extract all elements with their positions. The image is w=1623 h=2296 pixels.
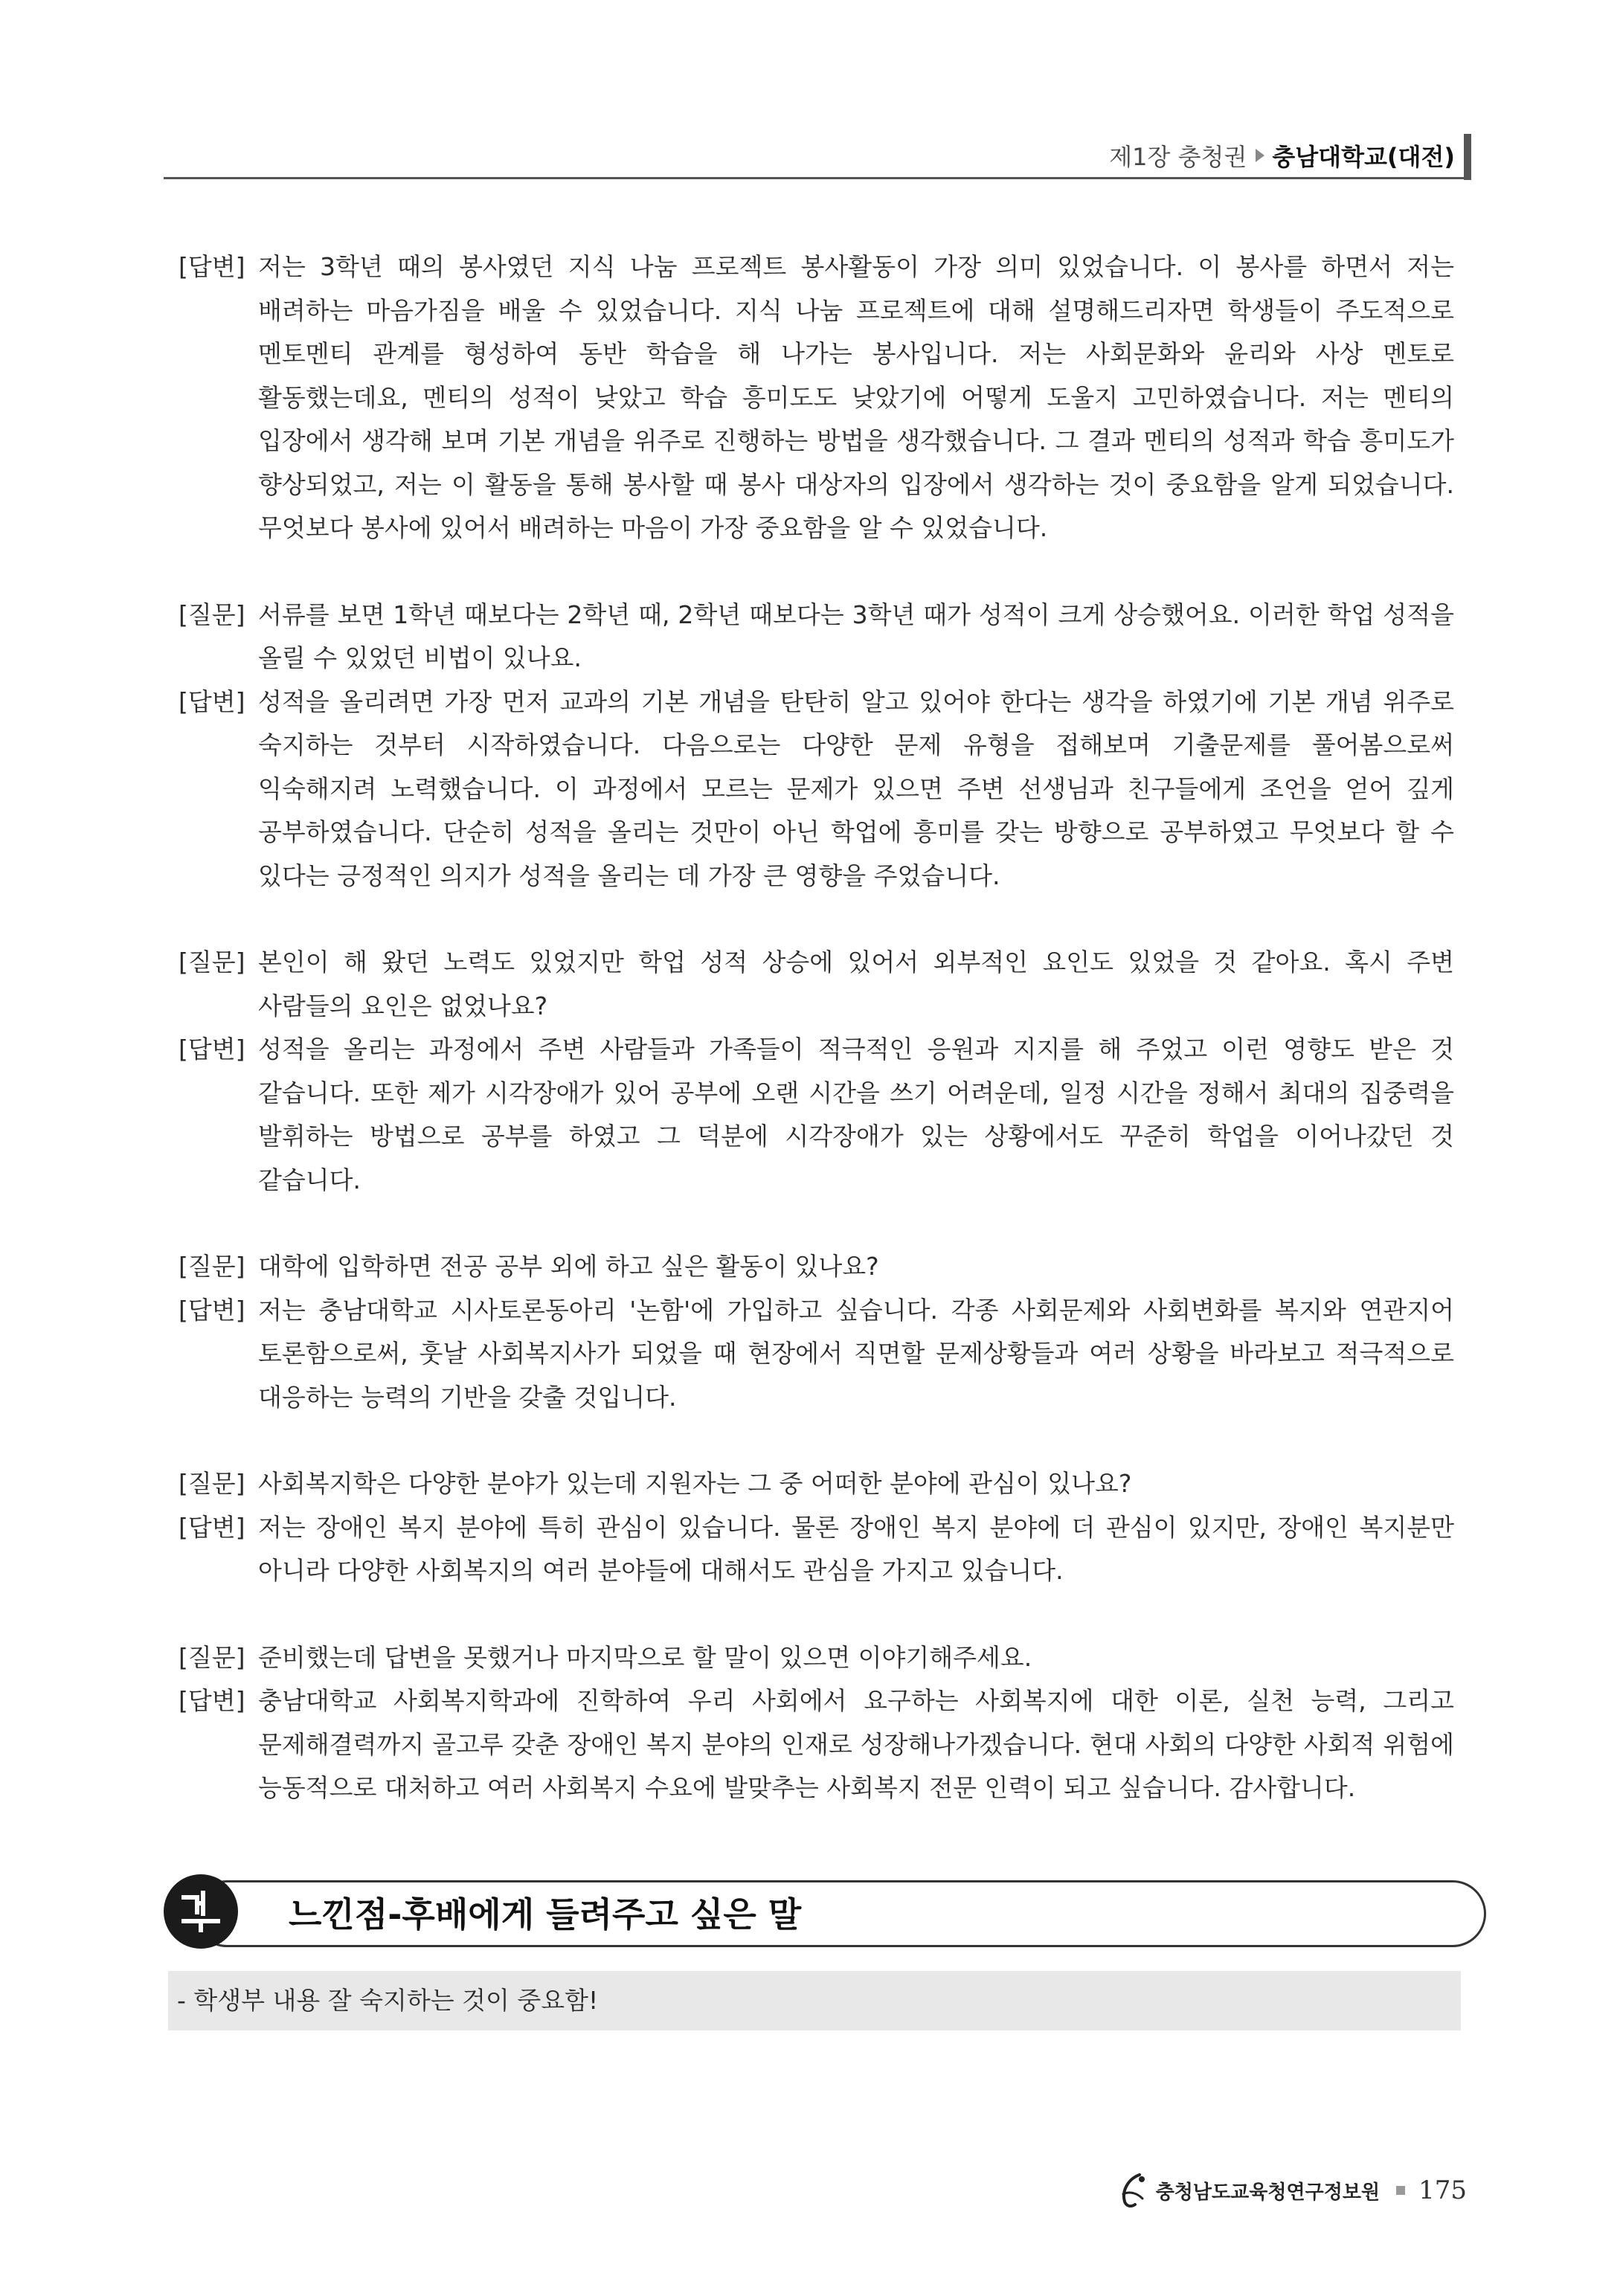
qa-text: 저는 충남대학교 시사토론동아리 '논함'에 가입하고 싶습니다. 각종 사회문제와 사회변화를 복지와 연관지어 토론함으로써, 훗날 사회복지사가 되었을 때 현장에서 직면할 문제상황들과 여러 상황을 바라보고 적극적으로 대응하는 능력의 기반을 갖출 것입니다. [258,1295,1454,1412]
header-breadcrumb [1109,138,1455,173]
interview-qa [179,245,1454,1810]
qa-label: [답변] [179,1686,245,1715]
qa-label: [답변] [179,1295,245,1325]
qa-text: 충남대학교 사회복지학과에 진학하여 우리 사회에서 요구하는 사회복지에 대한 이론, 실천 능력, 그리고 문제해결력까지 골고루 갖춘 장애인 복지 분야의 인재로 성장해나가겠습니다. 현대 사회의 다양한 사회적 위험에 능동적으로 대처하고 여러 사회복지 수요에 발맞추는 사회복지 전문 인력이 되고 싶습니다. 감사합니다. [258,1686,1454,1802]
qa-label: [답변] [179,1512,245,1542]
breadcrumb-arrow-icon [1256,149,1264,162]
qa-label: [질문] [179,599,245,629]
qa-question [179,1245,1454,1289]
paragraph-gap [179,550,1454,594]
qa-label: [질문] [179,948,245,977]
qa-text: 준비했는데 답변을 못했거나 마지막으로 할 말이 있으면 이야기해주세요. [258,1642,1032,1672]
qa-text: 성적을 올리려면 가장 먼저 교과의 기본 개념을 탄탄히 알고 있어야 한다는 생각을 하였기에 기본 개념 위주로 숙지하는 것부터 시작하였습니다. 다음으로는 다양한 문제 유형을 접해보며 기출문제를 풀어봄으로써 익숙해지려 노력했습니다. 이 과정에서 모르는 문제가 있으면 주변 선생님과 친구들에게 조언을 얻어 깊게 공부하였습니다. 단순히 성적을 올리는 것만이 아닌 학업에 흥미를 갖는 방향으로 공부하였고 무엇보다 할 수 있다는 긍정적인 의지가 성적을 올리는 데 가장 큰 영향을 주었습니다. [258,686,1454,890]
qa-label: [답변] [179,1035,245,1064]
section-banner [164,1873,1461,1947]
section-title: 느낀점-후배에게 들려주고 싶은 말 [289,1894,802,1935]
header-chapter: 제1장 충청권 [1109,143,1247,171]
header-school: 충남대학교(대전) [1272,143,1455,171]
qa-text: 저는 장애인 복지 분야에 특히 관심이 있습니다. 물론 장애인 복지 분야에 더 관심이 있지만, 장애인 복지분만 아니라 다양한 사회복지의 여러 분야들에 대해서도 관심을 가지고 있습니다. [258,1512,1454,1585]
institute-name: 충청남도교육청연구정보원 [1155,2181,1381,2204]
qa-answer [179,1679,1454,1810]
running-header [164,126,1471,179]
qa-label: [답변] [179,252,245,281]
paragraph-gap [179,1593,1454,1636]
qa-text: 본인이 해 왔던 노력도 있었지만 학업 성적 상승에 있어서 외부적인 요인도 있었을 것 같아요. 혹시 주변 사람들의 요인은 없었나요? [258,948,1454,1020]
qa-question [179,1462,1454,1506]
advice-note: - 학생부 내용 잘 숙지하는 것이 중요함! [168,1971,1461,2030]
page-number: 175 [1418,2176,1467,2205]
gyeong-glyph-icon [178,1888,224,1935]
qa-answer [179,1028,1454,1202]
qa-question [179,1636,1454,1680]
qa-text: 성적을 올리는 과정에서 주변 사람들과 가족들이 적극적인 응원과 지지를 해 주었고 이런 영향도 받은 것 같습니다. 또한 제가 시각장애가 있어 공부에 오랜 시간을 쓰기 어려운데, 일정 시간을 정해서 최대의 집중력을 발휘하는 방법으로 공부를 하였고 그 덕분에 시각장애가 있는 상황에서도 꾸준히 학업을 이어나갔던 것 같습니다. [258,1035,1454,1194]
gyeong-badge-icon [164,1874,238,1949]
qa-answer [179,1289,1454,1420]
header-accent-bar [1464,134,1471,180]
qa-text: 서류를 보면 1학년 때보다는 2학년 때, 2학년 때보다는 3학년 때가 성적이 크게 상승했어요. 이러한 학업 성적을 올릴 수 있었던 비법이 있나요. [258,599,1454,672]
qa-text: 사회복지학은 다양한 분야가 있는데 지원자는 그 중 어떠한 분야에 관심이 있나요? [258,1469,1132,1498]
page-footer [1117,2168,1467,2213]
qa-label: [질문] [179,1252,245,1281]
paragraph-gap [179,898,1454,941]
institute-logo-icon [1117,2172,1150,2209]
qa-label: [답변] [179,686,245,716]
footer-separator [1396,2186,1405,2195]
qa-answer [179,245,1454,550]
paragraph-gap [179,1202,1454,1245]
qa-question [179,941,1454,1028]
qa-label: [질문] [179,1642,245,1672]
qa-question [179,594,1454,681]
qa-answer [179,1506,1454,1593]
qa-label: [질문] [179,1469,245,1498]
qa-text: 대학에 입학하면 전공 공부 외에 하고 싶은 활동이 있나요? [258,1252,879,1281]
qa-answer [179,681,1454,898]
qa-text: 저는 3학년 때의 봉사였던 지식 나눔 프로젝트 봉사활동이 가장 의미 있었습니다. 이 봉사를 하면서 저는 배려하는 마음가짐을 배울 수 있었습니다. 지식 나눔 프로젝트에 대해 설명해드리자면 학생들이 주도적으로 멘토멘티 관계를 형성하여 동반 학습을 해 나가는 봉사입니다. 저는 사회문화와 윤리와 사상 멘토로 활동했는데요, 멘티의 성적이 낮았고 학습 흥미도도 낮았기에 어떻게 도울지 고민하였습니다. 저는 멘티의 입장에서 생각해 보며 기본 개념을 위주로 진행하는 방법을 생각했습니다. 그 결과 멘티의 성적과 학습 흥미도가 향상되었고, 저는 이 활동을 통해 봉사할 때 봉사 대상자의 입장에서 생각하는 것이 중요함을 알게 되었습니다. 무엇보다 봉사에 있어서 배려하는 마음이 가장 중요함을 알 수 있었습니다. [258,252,1454,542]
paragraph-gap [179,1419,1454,1462]
